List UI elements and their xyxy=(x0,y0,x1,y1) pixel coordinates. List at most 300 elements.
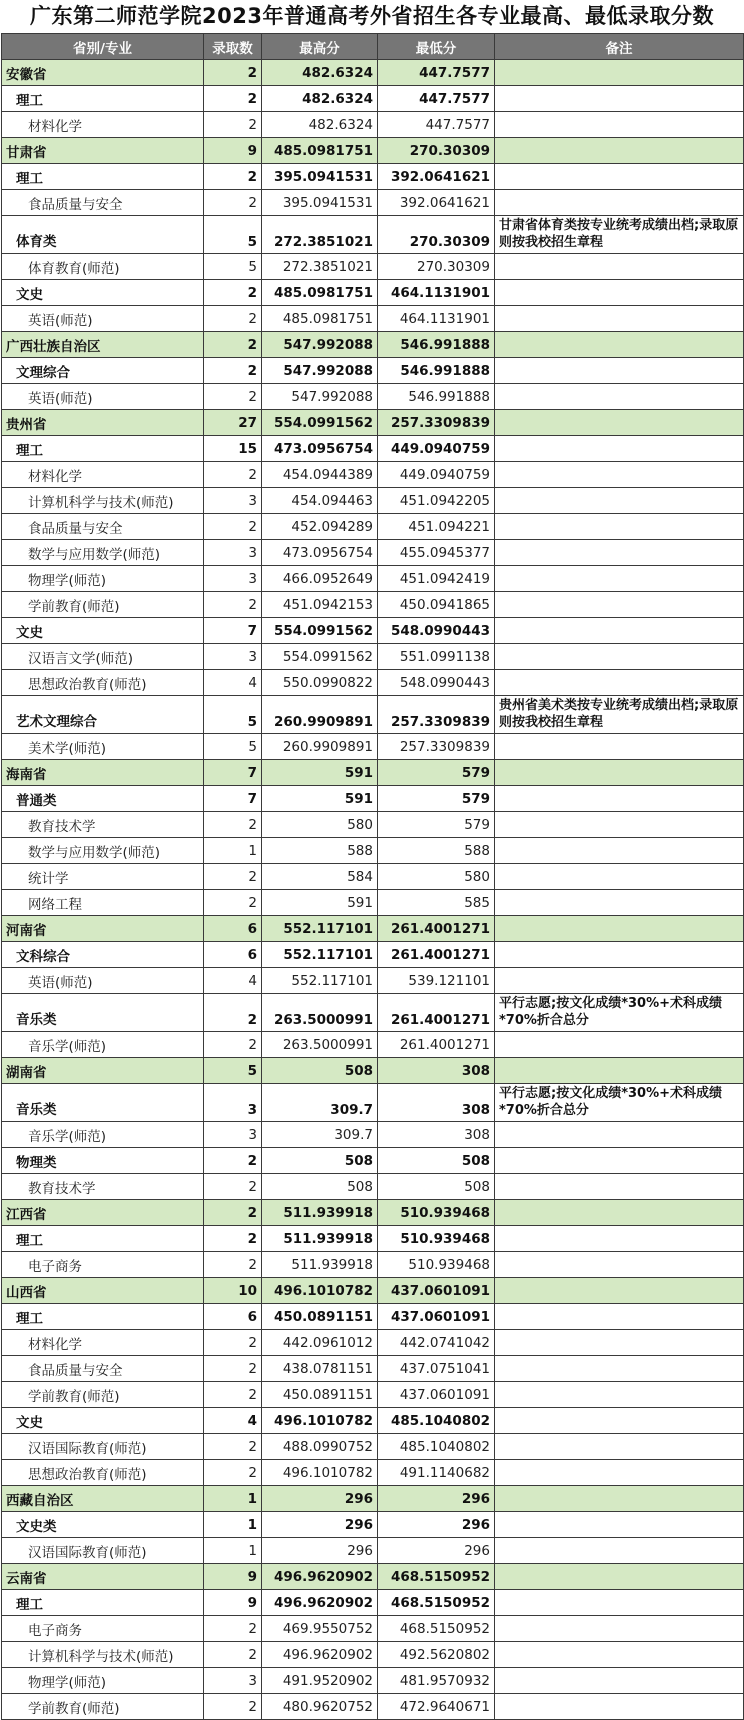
table-row-group xyxy=(2,1148,744,1174)
row-max-score: 272.3851021 xyxy=(262,216,378,254)
page-title: 广东第二师范学院2023年普通高考外省招生各专业最高、最低录取分数 xyxy=(30,4,714,28)
row-count: 3 xyxy=(204,644,262,670)
row-name: 理工 xyxy=(2,1304,204,1330)
row-max-score: 296 xyxy=(262,1512,378,1538)
row-max-score: 260.9909891 xyxy=(262,696,378,734)
table-row-province xyxy=(2,916,744,942)
row-max-score: 438.0781151 xyxy=(262,1356,378,1382)
row-max-score: 473.0956754 xyxy=(262,540,378,566)
row-note: 平行志愿;按文化成绩*30%+术科成绩*70%折合总分 xyxy=(495,1084,744,1122)
row-min-score: 308 xyxy=(378,1122,495,1148)
table-row-major xyxy=(2,592,744,618)
row-note xyxy=(495,1382,744,1408)
row-name: 体育类 xyxy=(2,216,204,254)
row-max-score: 452.094289 xyxy=(262,514,378,540)
row-name: 音乐类 xyxy=(2,1084,204,1122)
row-min-score: 510.939468 xyxy=(378,1226,495,1252)
row-count: 9 xyxy=(204,1590,262,1616)
header-province-major: 省别/专业 xyxy=(2,34,204,60)
row-name: 湖南省 xyxy=(2,1058,204,1084)
table-row-major xyxy=(2,1538,744,1564)
row-min-score: 451.0942419 xyxy=(378,566,495,592)
row-min-score: 450.0941865 xyxy=(378,592,495,618)
row-note xyxy=(495,812,744,838)
row-max-score: 263.5000991 xyxy=(262,1032,378,1058)
table-row-major xyxy=(2,1356,744,1382)
row-count: 5 xyxy=(204,734,262,760)
table-row-group xyxy=(2,358,744,384)
row-max-score: 454.0944389 xyxy=(262,462,378,488)
row-count: 2 xyxy=(204,1616,262,1642)
row-min-score: 308 xyxy=(378,1084,495,1122)
row-note xyxy=(495,1226,744,1252)
row-max-score: 496.9620902 xyxy=(262,1642,378,1668)
table-row-major xyxy=(2,1434,744,1460)
row-min-score: 508 xyxy=(378,1148,495,1174)
row-name: 思想政治教育(师范) xyxy=(2,1460,204,1486)
row-max-score: 496.1010782 xyxy=(262,1460,378,1486)
row-max-score: 591 xyxy=(262,890,378,916)
row-min-score: 296 xyxy=(378,1486,495,1512)
table-row-major xyxy=(2,1668,744,1694)
row-name: 计算机科学与技术(师范) xyxy=(2,1642,204,1668)
row-min-score: 464.1131901 xyxy=(378,280,495,306)
table-row-group xyxy=(2,216,744,254)
row-max-score: 263.5000991 xyxy=(262,994,378,1032)
table-row-province xyxy=(2,60,744,86)
row-note xyxy=(495,280,744,306)
table-row-province xyxy=(2,138,744,164)
row-note xyxy=(495,1616,744,1642)
row-name: 文史类 xyxy=(2,1512,204,1538)
table-row-major xyxy=(2,540,744,566)
row-min-score: 296 xyxy=(378,1538,495,1564)
row-note xyxy=(495,566,744,592)
row-max-score: 547.992088 xyxy=(262,332,378,358)
header-row xyxy=(2,34,744,60)
row-count: 7 xyxy=(204,760,262,786)
row-note xyxy=(495,1486,744,1512)
row-note xyxy=(495,332,744,358)
row-count: 2 xyxy=(204,1226,262,1252)
row-note xyxy=(495,1122,744,1148)
row-max-score: 496.1010782 xyxy=(262,1278,378,1304)
row-count: 2 xyxy=(204,1460,262,1486)
row-note xyxy=(495,1304,744,1330)
header-count: 录取数 xyxy=(204,34,262,60)
row-name: 物理类 xyxy=(2,1148,204,1174)
table-row-major xyxy=(2,488,744,514)
row-name: 广西壮族自治区 xyxy=(2,332,204,358)
row-min-score: 468.5150952 xyxy=(378,1590,495,1616)
row-name: 河南省 xyxy=(2,916,204,942)
row-max-score: 496.9620902 xyxy=(262,1590,378,1616)
row-max-score: 450.0891151 xyxy=(262,1304,378,1330)
row-name: 文史 xyxy=(2,1408,204,1434)
row-note xyxy=(495,138,744,164)
row-max-score: 454.094463 xyxy=(262,488,378,514)
row-note xyxy=(495,540,744,566)
row-name: 西藏自治区 xyxy=(2,1486,204,1512)
admission-score-table xyxy=(1,33,744,1720)
row-max-score: 296 xyxy=(262,1538,378,1564)
header-note: 备注 xyxy=(495,34,744,60)
row-min-score: 455.0945377 xyxy=(378,540,495,566)
row-min-score: 257.3309839 xyxy=(378,410,495,436)
table-row-province xyxy=(2,410,744,436)
row-note xyxy=(495,462,744,488)
row-count: 2 xyxy=(204,164,262,190)
table-row-major xyxy=(2,1174,744,1200)
row-note: 贵州省美术类按专业统考成绩出档;录取原则按我校招生章程 xyxy=(495,696,744,734)
row-min-score: 261.4001271 xyxy=(378,1032,495,1058)
row-min-score: 551.0991138 xyxy=(378,644,495,670)
row-count: 1 xyxy=(204,838,262,864)
header-max-score: 最高分 xyxy=(262,34,378,60)
table-row-major xyxy=(2,514,744,540)
row-note xyxy=(495,1434,744,1460)
table-row-major xyxy=(2,462,744,488)
row-name: 理工 xyxy=(2,86,204,112)
row-max-score: 485.0981751 xyxy=(262,280,378,306)
row-max-score: 309.7 xyxy=(262,1122,378,1148)
row-max-score: 511.939918 xyxy=(262,1200,378,1226)
row-max-score: 473.0956754 xyxy=(262,436,378,462)
table-row-province xyxy=(2,332,744,358)
row-min-score: 451.094221 xyxy=(378,514,495,540)
row-min-score: 392.0641621 xyxy=(378,190,495,216)
row-max-score: 591 xyxy=(262,786,378,812)
row-max-score: 482.6324 xyxy=(262,86,378,112)
row-min-score: 468.5150952 xyxy=(378,1616,495,1642)
row-min-score: 270.30309 xyxy=(378,138,495,164)
row-name: 食品质量与安全 xyxy=(2,190,204,216)
row-max-score: 485.0981751 xyxy=(262,138,378,164)
row-name: 云南省 xyxy=(2,1564,204,1590)
row-name: 物理学(师范) xyxy=(2,1668,204,1694)
row-name: 材料化学 xyxy=(2,112,204,138)
row-max-score: 580 xyxy=(262,812,378,838)
row-min-score: 579 xyxy=(378,786,495,812)
row-max-score: 260.9909891 xyxy=(262,734,378,760)
row-max-score: 584 xyxy=(262,864,378,890)
row-count: 10 xyxy=(204,1278,262,1304)
table-row-province xyxy=(2,1278,744,1304)
table-row-major xyxy=(2,112,744,138)
row-name: 美术学(师范) xyxy=(2,734,204,760)
table-row-major xyxy=(2,190,744,216)
row-max-score: 552.117101 xyxy=(262,942,378,968)
row-max-score: 554.0991562 xyxy=(262,410,378,436)
table-row-province xyxy=(2,1486,744,1512)
row-min-score: 539.121101 xyxy=(378,968,495,994)
row-min-score: 481.9570932 xyxy=(378,1668,495,1694)
row-name: 食品质量与安全 xyxy=(2,1356,204,1382)
row-name: 英语(师范) xyxy=(2,306,204,332)
row-count: 5 xyxy=(204,696,262,734)
row-count: 6 xyxy=(204,1304,262,1330)
row-note xyxy=(495,1642,744,1668)
row-min-score: 261.4001271 xyxy=(378,942,495,968)
row-min-score: 257.3309839 xyxy=(378,696,495,734)
row-note xyxy=(495,1590,744,1616)
row-max-score: 554.0991562 xyxy=(262,618,378,644)
row-note xyxy=(495,358,744,384)
row-max-score: 466.0952649 xyxy=(262,566,378,592)
row-min-score: 447.7577 xyxy=(378,86,495,112)
row-min-score: 510.939468 xyxy=(378,1200,495,1226)
row-max-score: 451.0942153 xyxy=(262,592,378,618)
row-count: 1 xyxy=(204,1512,262,1538)
row-max-score: 552.117101 xyxy=(262,916,378,942)
row-name: 学前教育(师范) xyxy=(2,1382,204,1408)
table-row-group xyxy=(2,994,744,1032)
row-note xyxy=(495,942,744,968)
table-row-major xyxy=(2,864,744,890)
row-min-score: 442.0741042 xyxy=(378,1330,495,1356)
row-name: 学前教育(师范) xyxy=(2,1694,204,1720)
header-min-score: 最低分 xyxy=(378,34,495,60)
table-row-group xyxy=(2,696,744,734)
row-min-score: 437.0601091 xyxy=(378,1304,495,1330)
row-name: 文理综合 xyxy=(2,358,204,384)
row-name: 贵州省 xyxy=(2,410,204,436)
row-count: 5 xyxy=(204,1058,262,1084)
row-name: 汉语言文学(师范) xyxy=(2,644,204,670)
row-count: 2 xyxy=(204,1174,262,1200)
row-note xyxy=(495,164,744,190)
row-count: 5 xyxy=(204,216,262,254)
row-note xyxy=(495,916,744,942)
row-name: 汉语国际教育(师范) xyxy=(2,1434,204,1460)
row-name: 理工 xyxy=(2,164,204,190)
row-name: 理工 xyxy=(2,436,204,462)
row-name: 江西省 xyxy=(2,1200,204,1226)
table-row-group xyxy=(2,86,744,112)
row-note xyxy=(495,618,744,644)
table-row-group xyxy=(2,1084,744,1122)
row-name: 统计学 xyxy=(2,864,204,890)
row-note xyxy=(495,1148,744,1174)
row-name: 文史 xyxy=(2,618,204,644)
table-row-major xyxy=(2,1330,744,1356)
row-count: 2 xyxy=(204,994,262,1032)
row-max-score: 482.6324 xyxy=(262,60,378,86)
row-note xyxy=(495,1694,744,1720)
row-min-score: 449.0940759 xyxy=(378,462,495,488)
table-row-province xyxy=(2,760,744,786)
table-header xyxy=(2,34,744,60)
row-max-score: 508 xyxy=(262,1148,378,1174)
table-row-major xyxy=(2,1252,744,1278)
row-min-score: 492.5620802 xyxy=(378,1642,495,1668)
row-name: 电子商务 xyxy=(2,1252,204,1278)
row-min-score: 485.1040802 xyxy=(378,1408,495,1434)
row-max-score: 511.939918 xyxy=(262,1252,378,1278)
row-count: 2 xyxy=(204,1330,262,1356)
row-name: 食品质量与安全 xyxy=(2,514,204,540)
row-note xyxy=(495,734,744,760)
table-row-major xyxy=(2,838,744,864)
table-row-province xyxy=(2,1564,744,1590)
row-min-score: 546.991888 xyxy=(378,358,495,384)
row-note xyxy=(495,86,744,112)
table-row-major xyxy=(2,1460,744,1486)
row-note xyxy=(495,384,744,410)
row-min-score: 296 xyxy=(378,1512,495,1538)
row-min-score: 437.0601091 xyxy=(378,1278,495,1304)
table-row-group xyxy=(2,1590,744,1616)
row-min-score: 546.991888 xyxy=(378,332,495,358)
row-count: 2 xyxy=(204,280,262,306)
row-name: 音乐学(师范) xyxy=(2,1122,204,1148)
row-note xyxy=(495,1460,744,1486)
row-min-score: 468.5150952 xyxy=(378,1564,495,1590)
row-name: 文科综合 xyxy=(2,942,204,968)
table-row-major xyxy=(2,1642,744,1668)
row-count: 2 xyxy=(204,514,262,540)
row-note xyxy=(495,760,744,786)
row-name: 教育技术学 xyxy=(2,812,204,838)
row-note xyxy=(495,60,744,86)
table-row-major xyxy=(2,670,744,696)
row-count: 2 xyxy=(204,1148,262,1174)
row-count: 27 xyxy=(204,410,262,436)
row-count: 2 xyxy=(204,864,262,890)
row-max-score: 450.0891151 xyxy=(262,1382,378,1408)
row-count: 2 xyxy=(204,812,262,838)
row-count: 2 xyxy=(204,890,262,916)
table-row-major xyxy=(2,1032,744,1058)
table-row-major xyxy=(2,1694,744,1720)
row-note xyxy=(495,1032,744,1058)
row-count: 2 xyxy=(204,1356,262,1382)
row-note xyxy=(495,1058,744,1084)
table-row-major xyxy=(2,254,744,280)
row-note xyxy=(495,592,744,618)
row-count: 2 xyxy=(204,1382,262,1408)
row-name: 汉语国际教育(师范) xyxy=(2,1538,204,1564)
row-name: 理工 xyxy=(2,1590,204,1616)
table-row-group xyxy=(2,1512,744,1538)
row-name: 文史 xyxy=(2,280,204,306)
row-name: 材料化学 xyxy=(2,1330,204,1356)
row-count: 3 xyxy=(204,540,262,566)
row-max-score: 511.939918 xyxy=(262,1226,378,1252)
row-note xyxy=(495,644,744,670)
row-name: 甘肃省 xyxy=(2,138,204,164)
row-name: 理工 xyxy=(2,1226,204,1252)
row-note xyxy=(495,786,744,812)
row-note xyxy=(495,1252,744,1278)
row-count: 2 xyxy=(204,358,262,384)
row-min-score: 472.9640671 xyxy=(378,1694,495,1720)
row-note xyxy=(495,670,744,696)
row-max-score: 550.0990822 xyxy=(262,670,378,696)
row-note xyxy=(495,968,744,994)
row-min-score: 548.0990443 xyxy=(378,670,495,696)
row-count: 2 xyxy=(204,86,262,112)
row-name: 学前教育(师范) xyxy=(2,592,204,618)
table-row-province xyxy=(2,1058,744,1084)
row-count: 3 xyxy=(204,1084,262,1122)
row-name: 体育教育(师范) xyxy=(2,254,204,280)
row-name: 普通类 xyxy=(2,786,204,812)
row-count: 3 xyxy=(204,488,262,514)
row-count: 15 xyxy=(204,436,262,462)
row-count: 2 xyxy=(204,1032,262,1058)
row-note xyxy=(495,1538,744,1564)
table-row-major xyxy=(2,566,744,592)
row-note xyxy=(495,514,744,540)
table-row-province xyxy=(2,1200,744,1226)
row-min-score: 449.0940759 xyxy=(378,436,495,462)
row-name: 教育技术学 xyxy=(2,1174,204,1200)
row-name: 音乐学(师范) xyxy=(2,1032,204,1058)
row-count: 4 xyxy=(204,670,262,696)
row-name: 物理学(师范) xyxy=(2,566,204,592)
row-note xyxy=(495,890,744,916)
row-count: 1 xyxy=(204,1486,262,1512)
table-body xyxy=(2,60,744,1720)
table-row-group xyxy=(2,436,744,462)
row-max-score: 508 xyxy=(262,1058,378,1084)
row-name: 数学与应用数学(师范) xyxy=(2,838,204,864)
row-count: 2 xyxy=(204,462,262,488)
row-min-score: 270.30309 xyxy=(378,216,495,254)
row-count: 5 xyxy=(204,254,262,280)
row-count: 7 xyxy=(204,618,262,644)
row-name: 网络工程 xyxy=(2,890,204,916)
table-row-group xyxy=(2,1304,744,1330)
row-min-score: 579 xyxy=(378,812,495,838)
row-max-score: 547.992088 xyxy=(262,358,378,384)
table-row-group xyxy=(2,280,744,306)
row-note xyxy=(495,254,744,280)
row-count: 2 xyxy=(204,384,262,410)
row-max-score: 395.0941531 xyxy=(262,190,378,216)
row-min-score: 579 xyxy=(378,760,495,786)
row-name: 艺术文理综合 xyxy=(2,696,204,734)
row-note xyxy=(495,1512,744,1538)
row-count: 6 xyxy=(204,916,262,942)
row-note xyxy=(495,306,744,332)
row-note xyxy=(495,1174,744,1200)
row-count: 2 xyxy=(204,1200,262,1226)
table-row-group xyxy=(2,618,744,644)
row-note xyxy=(495,1200,744,1226)
row-note xyxy=(495,1564,744,1590)
row-note xyxy=(495,1668,744,1694)
row-name: 思想政治教育(师范) xyxy=(2,670,204,696)
row-min-score: 437.0751041 xyxy=(378,1356,495,1382)
row-min-score: 437.0601091 xyxy=(378,1382,495,1408)
row-name: 电子商务 xyxy=(2,1616,204,1642)
row-min-score: 261.4001271 xyxy=(378,916,495,942)
row-note xyxy=(495,1278,744,1304)
table-row-group xyxy=(2,1408,744,1434)
row-count: 2 xyxy=(204,1434,262,1460)
table-row-group xyxy=(2,786,744,812)
row-name: 英语(师范) xyxy=(2,384,204,410)
row-note: 甘肃省体育类按专业统考成绩出档;录取原则按我校招生章程 xyxy=(495,216,744,254)
row-max-score: 547.992088 xyxy=(262,384,378,410)
row-note xyxy=(495,838,744,864)
row-name: 材料化学 xyxy=(2,462,204,488)
row-name: 计算机科学与技术(师范) xyxy=(2,488,204,514)
row-note xyxy=(495,190,744,216)
row-count: 3 xyxy=(204,566,262,592)
